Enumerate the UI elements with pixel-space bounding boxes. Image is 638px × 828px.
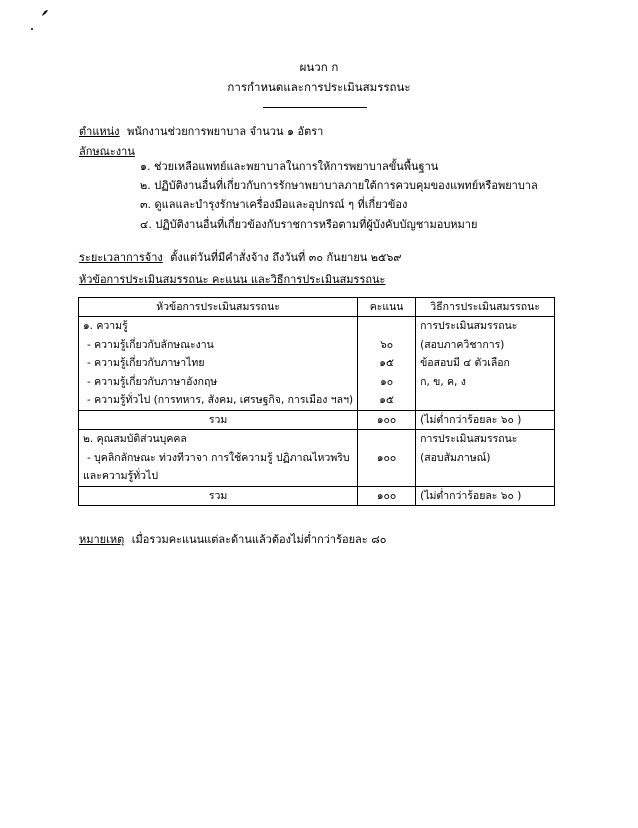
section2-scores bbox=[358, 430, 416, 487]
section2-topics bbox=[79, 430, 358, 487]
duties-label: ลักษณะงาน bbox=[79, 145, 135, 158]
section2-methods bbox=[416, 430, 555, 487]
section2-total-score: ๑๐๐ bbox=[358, 486, 416, 506]
section1-method: การประเมินสมรรถนะ bbox=[420, 320, 518, 332]
section2-item-line2: และความรู้ทั่วไป bbox=[83, 470, 158, 482]
note-label: หมายเหตุ bbox=[79, 533, 125, 546]
section1-item: - ความรู้เกี่ยวกับภาษาอังกฤษ bbox=[87, 375, 218, 388]
section1-item: - ความรู้เกี่ยวกับภาษาไทย bbox=[87, 357, 205, 369]
title-divider bbox=[263, 107, 367, 108]
position-label: ตำแหน่ง bbox=[79, 125, 120, 138]
table-title: หัวข้อการประเมินสมรรถนะ คะแนน และวิธีการประเมินสมรรถนะ bbox=[79, 273, 386, 286]
header-method: วิธีการประเมินสมรรถนะ bbox=[416, 298, 555, 317]
duty-item: ๑. ช่วยเหลือแพทย์และพยาบาลในการให้การพยาบาลขั้นพื้นฐาน bbox=[140, 160, 439, 173]
section2-score: ๑๐๐ bbox=[376, 451, 397, 464]
duty-item: ๓. ดูแลและบำรุงรักษาเครื่องมือและอุปกรณ์ ๆ ที่เกี่ยวข้อง bbox=[140, 198, 408, 212]
header-score: คะแนน bbox=[358, 298, 416, 317]
section2-total-note: (ไม่ต่ำกว่าร้อยละ ๖๐ ) bbox=[416, 486, 555, 506]
period-line bbox=[79, 248, 401, 266]
table-header-row bbox=[79, 298, 555, 317]
note-value: เมื่อรวมคะแนนแต่ละด้านแล้วต้องไม่ต่ำกว่าร้อยละ ๘๐ bbox=[131, 533, 387, 546]
section1-score: ๑๐ bbox=[380, 375, 394, 388]
section1-method: (สอบภาควิชาการ) bbox=[420, 338, 505, 351]
section1-score: ๑๕ bbox=[379, 394, 394, 406]
section1-item: - ความรู้เกี่ยวกับลักษณะงาน bbox=[87, 338, 214, 351]
section1-total-score: ๑๐๐ bbox=[358, 410, 416, 430]
period-label: ระยะเวลาการจ้าง bbox=[79, 251, 163, 264]
duty-item: ๔. ปฏิบัติงานอื่นที่เกี่ยวข้องกับราชการหรือตามที่ผู้บังคับบัญชามอบหมาย bbox=[140, 217, 478, 231]
section2-total-label: รวม bbox=[79, 486, 358, 506]
section2-total-row bbox=[79, 486, 555, 506]
period-value: ตั้งแต่วันที่มีคำสั่งจ้าง ถึงวันที่ ๓๐ กันยายน ๒๕๖๙ bbox=[170, 251, 402, 264]
section2-title: ๒. คุณสมบัติส่วนบุคคล bbox=[83, 433, 187, 445]
section1-total-note: (ไม่ต่ำกว่าร้อยละ ๖๐ ) bbox=[416, 410, 555, 430]
duties-list bbox=[140, 157, 538, 234]
annex-subheading: การกำหนดและการประเมินสมรรถนะ bbox=[227, 80, 411, 94]
table-row bbox=[79, 317, 555, 411]
scan-mark-icon bbox=[40, 8, 50, 18]
section1-method: ก, ข, ค, ง bbox=[420, 375, 466, 388]
note-line bbox=[79, 530, 386, 548]
table-row bbox=[79, 430, 555, 487]
section1-total-row bbox=[79, 410, 555, 430]
section1-methods bbox=[416, 317, 555, 411]
section1-total-label: รวม bbox=[79, 410, 358, 430]
section1-score: ๑๕ bbox=[379, 357, 394, 369]
header-topic: หัวข้อการประเมินสมรรถนะ bbox=[79, 298, 358, 317]
section1-scores bbox=[358, 317, 416, 411]
section1-title: ๑. ความรู้ bbox=[83, 320, 128, 332]
section2-method: (สอบสัมภาษณ์) bbox=[420, 451, 491, 464]
scan-dot-icon bbox=[30, 27, 34, 31]
section1-topics bbox=[79, 317, 358, 411]
position-line bbox=[79, 122, 323, 140]
position-value: พนักงานช่วยการพยาบาล จำนวน ๑ อัตรา bbox=[127, 125, 324, 138]
section1-score: ๖๐ bbox=[380, 338, 394, 351]
section1-method: ข้อสอบมี ๔ ตัวเลือก bbox=[420, 357, 510, 369]
section2-method: การประเมินสมรรถนะ bbox=[420, 433, 518, 445]
section2-item-line1: - บุคลิกลักษณะ ท่วงทีวาจา การใช้ความรู้ ปฏิภาณไหวพริบ bbox=[87, 451, 350, 464]
duty-item: ๒. ปฏิบัติงานอื่นที่เกี่ยวกับการรักษาพยาบาลภายใต้การควบคุมของแพทย์หรือพยาบาล bbox=[140, 179, 538, 193]
section1-item: - ความรู้ทั่วไป (การทหาร, สังคม, เศรษฐกิจ, การเมือง ฯลฯ) bbox=[87, 394, 354, 406]
annex-heading: ผนวก ก bbox=[299, 60, 339, 74]
evaluation-table bbox=[78, 297, 555, 506]
